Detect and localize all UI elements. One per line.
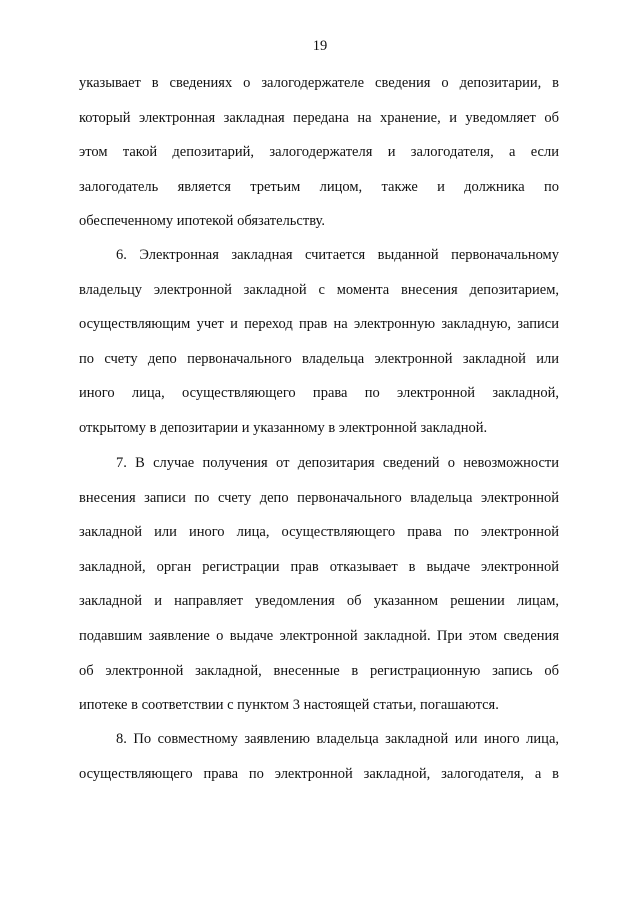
text-line: осуществляющего права по электронной закладной, залогодателя, а в bbox=[79, 765, 559, 782]
text-line: иного лица, осуществляющего права по электронной закладной, bbox=[79, 385, 559, 402]
text-line: об электронной закладной, внесенные в регистрационную запись об bbox=[79, 662, 559, 679]
page-number: 19 bbox=[312, 38, 328, 54]
text-line: 6. Электронная закладная считается выданной первоначальному bbox=[116, 247, 559, 263]
text-line: закладной или иного лица, осуществляющего права по электронной bbox=[79, 524, 559, 541]
text-line: указывает в сведениях о залогодержателе сведения о депозитарии, в bbox=[79, 75, 559, 91]
text-line: открытому в депозитарии и указанному в электронной закладной. bbox=[79, 419, 488, 436]
text-line: этом такой депозитарий, залогодержателя и залогодателя, а если bbox=[79, 144, 559, 161]
text-line: закладной, орган регистрации прав отказывает в выдаче электронной bbox=[79, 558, 559, 575]
text-line: 8. По совместному заявлению владельца закладной или иного лица, bbox=[116, 731, 559, 747]
text-line: владельцу электронной закладной с момента внесения депозитарием, bbox=[79, 281, 559, 298]
text-line: ипотеке в соответствии с пунктом 3 настоящей статьи, погашаются. bbox=[79, 697, 499, 714]
text-line: который электронная закладная передана на хранение, и уведомляет об bbox=[79, 109, 559, 126]
text-line: залогодатель является третьим лицом, также и должника по bbox=[79, 178, 559, 195]
text-line: подавшим заявление о выдаче электронной закладной. При этом сведения bbox=[79, 627, 559, 644]
paragraph-7 bbox=[79, 446, 559, 723]
text-line: обеспеченному ипотекой обязательству. bbox=[79, 213, 325, 230]
text-line: закладной и направляет уведомления об указанном решении лицам, bbox=[79, 593, 559, 610]
text-line: по счету депо первоначального владельца электронной закладной или bbox=[79, 350, 559, 367]
paragraph-continuation bbox=[79, 66, 559, 239]
paragraph-8 bbox=[79, 722, 559, 791]
paragraph-6 bbox=[79, 238, 559, 446]
text-line: 7. В случае получения от депозитария сведений о невозможности bbox=[116, 455, 559, 471]
text-line: внесения записи по счету депо первоначального владельца электронной bbox=[79, 489, 559, 506]
text-line: осуществляющим учет и переход прав на электронную закладную, записи bbox=[79, 316, 559, 333]
